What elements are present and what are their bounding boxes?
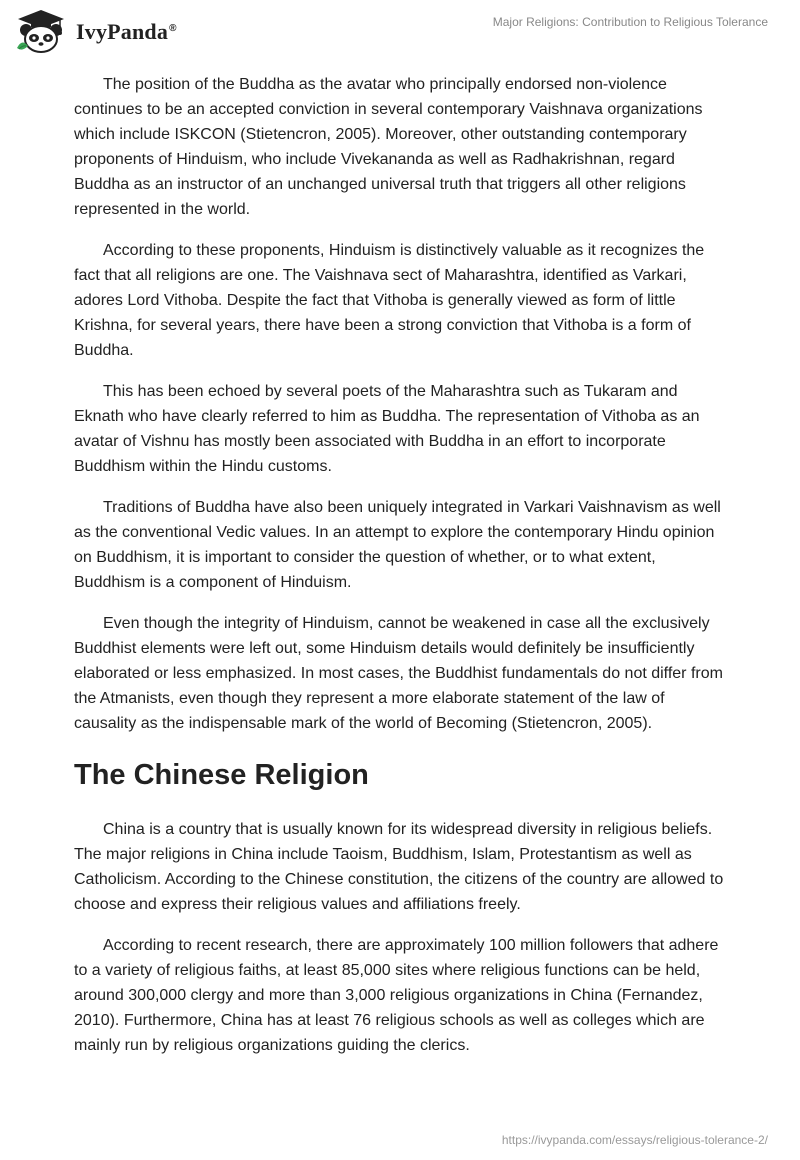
source-url[interactable]: https://ivypanda.com/essays/religious-tolerance-2/ xyxy=(501,1133,768,1147)
paragraph: Even though the integrity of Hinduism, cannot be weakened in case all the exclusively Buddhist elements were left out, some Hinduism details would definitely be insufficiently elaborated or less emphasized. In most cases, the Buddhist fundamentals do not differ from the Atmanists, even though they represent a more elaborate statement of the law of causality as the indispensable mark of the world of Becoming (Stietencron, 2005). xyxy=(74,615,723,732)
essay-content xyxy=(74,72,728,1074)
paragraph: According to these proponents, Hinduism is distinctively valuable as it recognizes the fact that all religions are one. The Vaishnava sect of Maharashtra, identified as Varkari, adores Lord Vithoba. Despite the fact that Vithoba is generally viewed as form of little Krishna, for several years, there have been a strong conviction that Vithoba is a form of Buddha. xyxy=(74,242,705,359)
paragraph: This has been echoed by several poets of the Maharashtra such as Tukaram and Eknath who have clearly referred to him as Buddha. The representation of Vithoba as an avatar of Vishnu has mostly been associated with Buddha in an effort to incorporate Buddhism within the Hindu customs. xyxy=(74,383,700,475)
document-title: Major Religions: Contribution to Religious Tolerance xyxy=(492,15,768,29)
brand-name: IvyPanda® xyxy=(76,19,177,44)
paragraph: According to recent research, there are approximately 100 million followers that adhere to a variety of religious faiths, at least 85,000 sites where religious functions can be held, around 300,000 clergy and more than 3,000 religious organizations in China (Fernandez, 2010). Furthermore, China has at least 76 religious schools as well as colleges which are mainly run by religious organizations guiding the clerics. xyxy=(74,937,719,1054)
panda-graduate-icon xyxy=(14,8,68,54)
paragraph: The position of the Buddha as the avatar who principally endorsed non-violence continues to be an accepted conviction in several contemporary Vaishnava organizations which include ISKCON (Stietencron, 2005). Moreover, other outstanding contemporary proponents of Hinduism, who include Vivekananda as well as Radhakrishnan, regard Buddha as an instructor of an unchanged universal truth that triggers all other religions represented in the world. xyxy=(74,76,703,218)
ivypanda-logo[interactable] xyxy=(14,8,177,54)
registered-mark: ® xyxy=(169,22,177,34)
section-heading: The Chinese Religion xyxy=(74,759,369,791)
page-header xyxy=(0,0,800,60)
paragraph: Traditions of Buddha have also been uniquely integrated in Varkari Vaishnavism as well as the conventional Vedic values. In an attempt to explore the contemporary Hindu opinion on Buddhism, it is important to consider the question of whether, or to what extent, Buddhism is a component of Hinduism. xyxy=(74,499,721,591)
paragraph: China is a country that is usually known for its widespread diversity in religious beliefs. The major religions in China include Taoism, Buddhism, Islam, Protestantism as well as Catholicism. According to the Chinese constitution, the citizens of the country are allowed to choose and express their religious values and affiliations freely. xyxy=(74,821,724,913)
